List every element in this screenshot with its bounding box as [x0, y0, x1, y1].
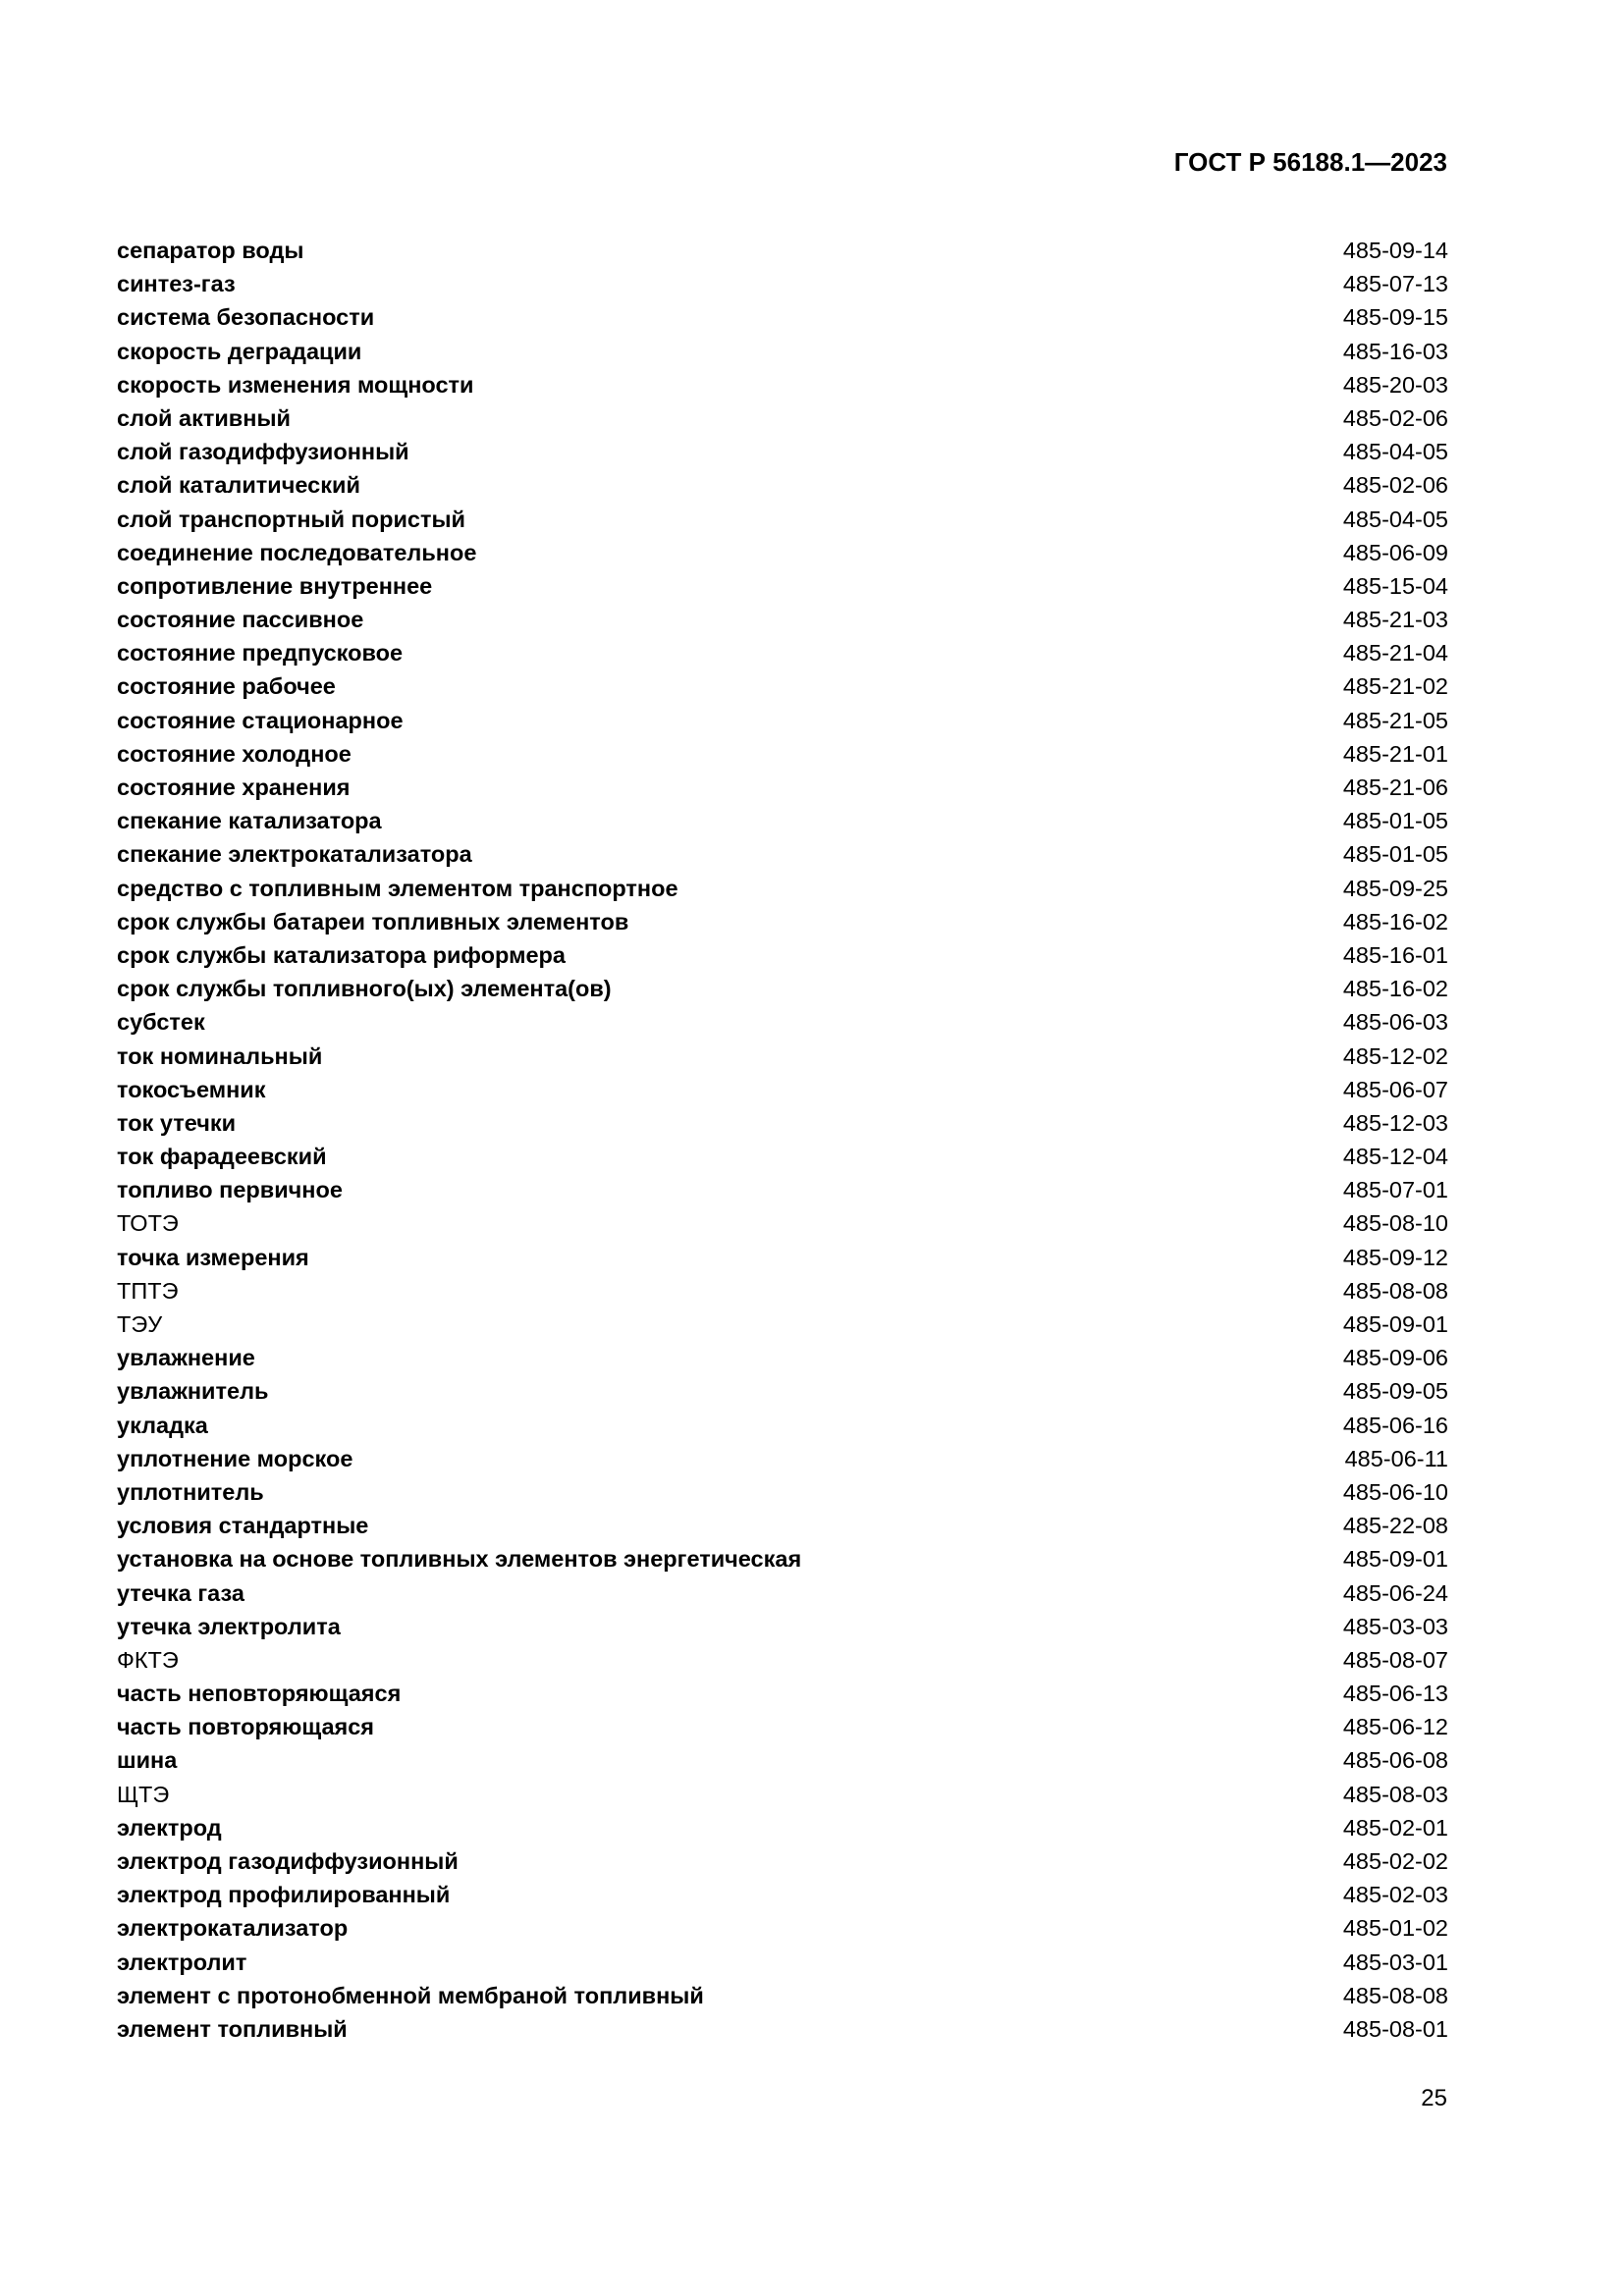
index-term: скорость деградации — [117, 338, 362, 364]
index-ref-code: 485-06-10 — [1342, 1478, 1448, 1505]
index-ref-code: 485-02-06 — [1342, 404, 1448, 431]
index-entry — [117, 1206, 1448, 1240]
index-term: ТПТЭ — [117, 1277, 179, 1304]
index-term: утечка электролита — [117, 1613, 341, 1639]
index-term: ТОТЭ — [117, 1210, 179, 1237]
index-entry — [117, 1878, 1448, 1911]
index-entry — [117, 1911, 1448, 1945]
index-ref-code: 485-21-02 — [1342, 673, 1448, 700]
index-term: увлажнитель — [117, 1378, 269, 1405]
index-term: субстек — [117, 1009, 205, 1036]
index-entry — [117, 704, 1448, 737]
index-ref-code: 485-04-05 — [1342, 439, 1448, 465]
index-term: часть повторяющаяся — [117, 1714, 375, 1740]
index-ref-code: 485-01-05 — [1342, 841, 1448, 868]
index-term: слой транспортный пористый — [117, 506, 466, 532]
index-ref-code: 485-21-03 — [1342, 607, 1448, 633]
index-term: спекание электрокатализатора — [117, 841, 472, 868]
index-ref-code: 485-09-05 — [1342, 1378, 1448, 1405]
index-entry — [117, 1677, 1448, 1710]
index-term: часть неповторяющаяся — [117, 1681, 402, 1707]
index-ref-code: 485-21-06 — [1342, 774, 1448, 800]
index-entry — [117, 872, 1448, 905]
index-term: токосъемник — [117, 1076, 266, 1102]
index-entry — [117, 536, 1448, 569]
index-entry — [117, 837, 1448, 871]
index-term: срок службы топливного(ых) элемента(ов) — [117, 976, 612, 1002]
index-term: синтез-газ — [117, 271, 236, 297]
index-term: соединение последовательное — [117, 539, 477, 565]
index-entry — [117, 401, 1448, 435]
index-term: состояние предпусковое — [117, 640, 404, 667]
index-entry — [117, 1710, 1448, 1743]
index-entry — [117, 737, 1448, 771]
index-ref-code: 485-08-10 — [1342, 1210, 1448, 1237]
index-entry — [117, 300, 1448, 334]
index-ref-code: 485-16-01 — [1342, 941, 1448, 968]
index-ref-code: 485-09-06 — [1342, 1345, 1448, 1371]
index-entry — [117, 368, 1448, 401]
index-entry — [117, 1509, 1448, 1542]
index-ref-code: 485-08-03 — [1342, 1781, 1448, 1807]
index-entry — [117, 1040, 1448, 1073]
index-ref-code: 485-06-11 — [1344, 1445, 1448, 1471]
index-ref-code: 485-12-02 — [1342, 1042, 1448, 1069]
index-term: ТЭУ — [117, 1311, 163, 1337]
index-ref-code: 485-03-01 — [1342, 1949, 1448, 1975]
index-entry — [117, 335, 1448, 368]
index-entry — [117, 468, 1448, 502]
index-term: система безопасности — [117, 304, 375, 331]
index-entry — [117, 1173, 1448, 1206]
index-term: укладка — [117, 1412, 208, 1438]
index-entry — [117, 1643, 1448, 1677]
index-entry — [117, 569, 1448, 603]
index-ref-code: 485-01-05 — [1342, 808, 1448, 834]
index-ref-code: 485-08-08 — [1342, 1982, 1448, 2008]
index-entry — [117, 2012, 1448, 2046]
index-term: электролит — [117, 1949, 247, 1975]
index-term: ФКТЭ — [117, 1646, 179, 1673]
page-number: 25 — [1421, 2085, 1447, 2111]
index-entry — [117, 503, 1448, 536]
index-term: утечка газа — [117, 1579, 244, 1606]
index-ref-code: 485-02-02 — [1342, 1848, 1448, 1874]
index-term: условия стандартные — [117, 1513, 369, 1539]
index-term: электрод — [117, 1814, 222, 1841]
index-entry — [117, 267, 1448, 300]
index-entry — [117, 804, 1448, 837]
index-ref-code: 485-22-08 — [1342, 1513, 1448, 1539]
index-entry — [117, 1106, 1448, 1140]
index-entry — [117, 1946, 1448, 1979]
index-ref-code: 485-01-02 — [1342, 1915, 1448, 1942]
index-term: состояние хранения — [117, 774, 351, 800]
index-term: топливо первичное — [117, 1177, 343, 1203]
index-entry — [117, 972, 1448, 1005]
index-entry — [117, 1576, 1448, 1610]
index-term: шина — [117, 1747, 178, 1774]
page-header-standard-code: ГОСТ Р 56188.1—2023 — [1173, 147, 1447, 177]
index-entry — [117, 1811, 1448, 1844]
index-ref-code: 485-07-01 — [1342, 1177, 1448, 1203]
index-term: ток номинальный — [117, 1042, 323, 1069]
index-term: срок службы катализатора риформера — [117, 941, 566, 968]
index-entry — [117, 435, 1448, 468]
index-ref-code: 485-21-04 — [1342, 640, 1448, 667]
index-term: состояние стационарное — [117, 707, 404, 733]
index-term: увлажнение — [117, 1345, 255, 1371]
index-ref-code: 485-06-16 — [1342, 1412, 1448, 1438]
index-ref-code: 485-21-05 — [1342, 707, 1448, 733]
index-ref-code: 485-16-03 — [1342, 338, 1448, 364]
index-ref-code: 485-06-24 — [1342, 1579, 1448, 1606]
index-ref-code: 485-09-01 — [1342, 1311, 1448, 1337]
index-entry — [117, 1005, 1448, 1039]
index-term: уплотнитель — [117, 1478, 264, 1505]
index-ref-code: 485-09-25 — [1342, 875, 1448, 901]
index-ref-code: 485-06-08 — [1342, 1747, 1448, 1774]
index-ref-code: 485-21-01 — [1342, 740, 1448, 767]
index-term: срок службы батареи топливных элементов — [117, 908, 629, 934]
index-ref-code: 485-08-01 — [1342, 2015, 1448, 2042]
index-entry — [117, 1308, 1448, 1341]
index-term: сопротивление внутреннее — [117, 572, 433, 599]
index-term: установка на основе топливных элементов энергетическая — [117, 1546, 802, 1573]
index-ref-code: 485-09-01 — [1342, 1546, 1448, 1573]
index-entry — [117, 1341, 1448, 1374]
index-entry — [117, 1743, 1448, 1777]
index-ref-code: 485-09-15 — [1342, 304, 1448, 331]
index-entry — [117, 669, 1448, 703]
index-term: элемент топливный — [117, 2015, 348, 2042]
index-ref-code: 485-06-03 — [1342, 1009, 1448, 1036]
index-ref-code: 485-08-07 — [1342, 1646, 1448, 1673]
index-entry — [117, 1844, 1448, 1878]
index-ref-code: 485-03-03 — [1342, 1613, 1448, 1639]
index-term: сепаратор воды — [117, 238, 304, 263]
index-entry — [117, 1241, 1448, 1274]
index-term: ток фарадеевский — [117, 1144, 327, 1170]
index-term: точка измерения — [117, 1244, 309, 1270]
index-ref-code: 485-12-03 — [1342, 1109, 1448, 1136]
index-term: состояние пассивное — [117, 607, 364, 633]
index-term: средство с топливным элементом транспортное — [117, 875, 678, 901]
index-term: уплотнение морское — [117, 1445, 353, 1471]
term-index-list — [117, 234, 1448, 2046]
index-term: слой каталитический — [117, 472, 360, 499]
index-entry — [117, 1374, 1448, 1408]
index-term: слой активный — [117, 404, 291, 431]
index-entry — [117, 905, 1448, 938]
index-ref-code: 485-06-13 — [1342, 1681, 1448, 1707]
index-ref-code: 485-09-14 — [1342, 238, 1448, 263]
index-term: ток утечки — [117, 1109, 237, 1136]
index-entry — [117, 1979, 1448, 2012]
index-entry — [117, 1274, 1448, 1308]
index-ref-code: 485-12-04 — [1342, 1144, 1448, 1170]
index-entry — [117, 1073, 1448, 1106]
index-entry — [117, 1610, 1448, 1643]
index-term: электрокатализатор — [117, 1915, 349, 1942]
index-entry — [117, 1475, 1448, 1509]
index-term: состояние рабочее — [117, 673, 336, 700]
index-ref-code: 485-08-08 — [1342, 1277, 1448, 1304]
index-term: электрод профилированный — [117, 1882, 451, 1908]
index-term: ЩТЭ — [117, 1781, 170, 1807]
index-term: скорость изменения мощности — [117, 371, 474, 398]
index-term: состояние холодное — [117, 740, 352, 767]
index-entry — [117, 1778, 1448, 1811]
index-entry — [117, 1409, 1448, 1442]
index-ref-code: 485-02-06 — [1342, 472, 1448, 499]
index-ref-code: 485-07-13 — [1342, 271, 1448, 297]
index-entry — [117, 1542, 1448, 1575]
index-entry — [117, 603, 1448, 636]
index-entry — [117, 938, 1448, 972]
index-ref-code: 485-15-04 — [1342, 572, 1448, 599]
index-entry — [117, 1140, 1448, 1173]
index-ref-code: 485-04-05 — [1342, 506, 1448, 532]
index-ref-code: 485-20-03 — [1342, 371, 1448, 398]
index-term: элемент с протонобменной мембраной топливный — [117, 1982, 704, 2008]
index-ref-code: 485-06-07 — [1342, 1076, 1448, 1102]
index-ref-code: 485-06-12 — [1342, 1714, 1448, 1740]
index-ref-code: 485-09-12 — [1342, 1244, 1448, 1270]
index-entry — [117, 636, 1448, 669]
index-ref-code: 485-02-01 — [1342, 1814, 1448, 1841]
index-entry — [117, 771, 1448, 804]
index-term: электрод газодиффузионный — [117, 1848, 459, 1874]
index-entry — [117, 1442, 1448, 1475]
index-term: слой газодиффузионный — [117, 439, 409, 465]
index-term: спекание катализатора — [117, 808, 382, 834]
index-ref-code: 485-06-09 — [1342, 539, 1448, 565]
index-ref-code: 485-16-02 — [1342, 976, 1448, 1002]
index-ref-code: 485-16-02 — [1342, 908, 1448, 934]
index-ref-code: 485-02-03 — [1342, 1882, 1448, 1908]
index-entry — [117, 234, 1448, 267]
